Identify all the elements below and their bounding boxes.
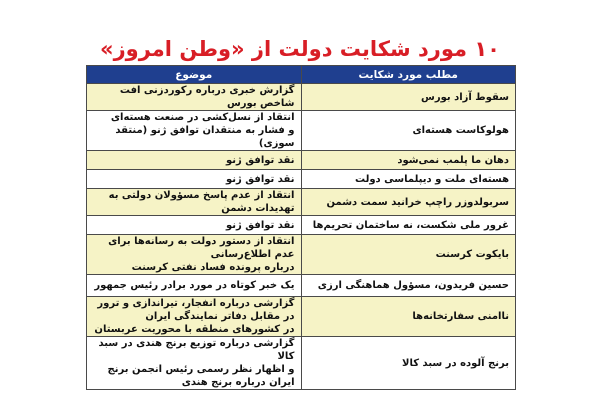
row-topic <box>87 111 302 151</box>
row-title: هولوکاست هسته‌ای <box>301 111 516 151</box>
table-row <box>87 337 516 390</box>
topic-line: نقد توافق ژنو <box>226 154 295 166</box>
table-row <box>87 151 516 170</box>
topic-line: گزارشی درباره انفجار، تیراندازی و ترور در مقابل دفاتر نمایندگی ایران <box>97 298 295 322</box>
table-row <box>87 84 516 111</box>
table-row <box>87 189 516 216</box>
row-topic <box>87 235 302 275</box>
row-title: هسته‌ای ملت و دیپلماسی دولت <box>301 170 516 189</box>
topic-line: نقد توافق ژنو <box>226 173 295 185</box>
row-title: غرور ملی شکست، نه ساختمان تحریم‌ها <box>301 216 516 235</box>
topic-line: گزارش خبری درباره رکوردزنی افت شاخص بورس <box>119 85 295 109</box>
row-topic <box>87 216 302 235</box>
row-topic <box>87 337 302 390</box>
table-row <box>87 170 516 189</box>
row-topic <box>87 151 302 170</box>
topic-line: انتقاد از دستور دولت به رسانه‌ها برای عدم اطلاع‌رسانی <box>108 236 295 260</box>
header-topic: موضوع <box>87 66 302 84</box>
complaints-table <box>86 65 516 390</box>
table-row <box>87 111 516 151</box>
row-topic <box>87 275 302 297</box>
table-header-row <box>87 66 516 84</box>
topic-line: و اظهار نظر رسمی رئیس انجمن برنج ایران درباره برنج هندی <box>107 364 295 388</box>
row-topic <box>87 84 302 111</box>
topic-line: انتقاد از نسل‌کشی در صنعت هسته‌ای <box>110 112 295 123</box>
row-title: بایکوت کرسنت <box>301 235 516 275</box>
table-row <box>87 216 516 235</box>
header-title: مطلب مورد شکایت <box>301 66 516 84</box>
row-topic <box>87 189 302 216</box>
row-title: سربولدوزر راچپ خرانید سمت دشمن <box>301 189 516 216</box>
topic-line: انتقاد از عدم پاسخ مسؤولان دولتی به تهدیدات دشمن <box>108 190 295 214</box>
table-row <box>87 297 516 337</box>
topic-line: در کشورهای منطقه با محوریت عربستان <box>94 324 295 335</box>
topic-line: و فشار به منتقدان توافق ژنو (منتقد سوزی) <box>115 125 295 149</box>
row-topic <box>87 170 302 189</box>
page-title: ۱۰ مورد شکایت دولت از «وطن امروز» <box>100 37 500 61</box>
table-body <box>87 84 516 390</box>
row-title: برنج آلوده در سبد کالا <box>301 337 516 390</box>
table-row <box>87 235 516 275</box>
row-title: ناامنی سفارتخانه‌ها <box>301 297 516 337</box>
topic-line: درباره پرونده فساد نفتی کرسنت <box>131 262 295 273</box>
topic-line: نقد توافق ژنو <box>226 219 295 231</box>
row-topic <box>87 297 302 337</box>
topic-line: گزارشی درباره توزیع برنج هندی در سبد کالا <box>98 338 295 362</box>
topic-line: یک خبر کوتاه در مورد برادر رئیس جمهور <box>94 280 295 291</box>
row-title: حسین فریدون، مسؤول هماهنگی ارزی <box>301 275 516 297</box>
table-row <box>87 275 516 297</box>
row-title: دهان ما پلمب نمی‌شود <box>301 151 516 170</box>
row-title: سقوط آزاد بورس <box>301 84 516 111</box>
